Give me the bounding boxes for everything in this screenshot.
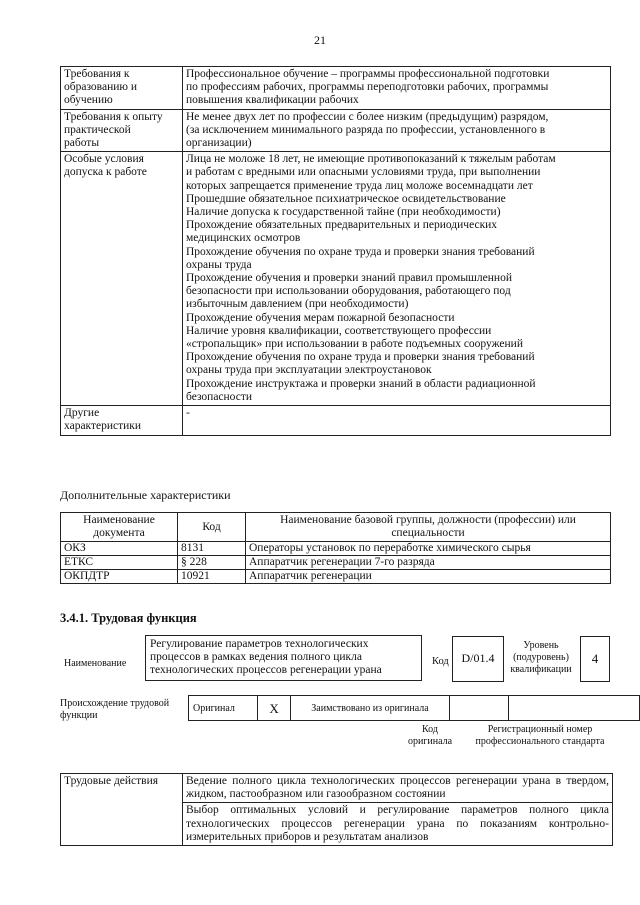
requirement-value-line: Прохождение обязательных предварительных и периодических bbox=[186, 219, 498, 232]
requirement-value bbox=[183, 67, 611, 110]
requirement-value-line: организации) bbox=[186, 137, 252, 150]
requirement-value-line: по профессиям рабочих, программы переподготовки рабочих, программы bbox=[186, 81, 549, 94]
cell-code: § 228 bbox=[178, 556, 246, 570]
requirement-value-line: (за исключением минимального разряда по профессии, установленного в bbox=[186, 123, 546, 136]
requirement-value-line: охраны труда bbox=[186, 258, 252, 271]
labour-function-heading: 3.4.1. Трудовая функция bbox=[60, 611, 197, 625]
requirement-key bbox=[61, 109, 183, 152]
requirement-value-line: охраны труда при эксплуатации электроустановок bbox=[186, 364, 432, 377]
original-code-cell bbox=[449, 696, 508, 721]
requirement-value-line: Не менее двух лет по профессии с более низким (предыдущим) разрядом, bbox=[186, 110, 549, 123]
labour-action-item: Ведение полного цикла технологических процессов регенерации урана в твердом, жидком, пастообразном или газообразном состоянии bbox=[183, 774, 613, 803]
requirement-value-line: безопасности bbox=[186, 390, 253, 403]
table-row bbox=[61, 774, 613, 803]
requirement-value-line: Прохождение инструктажа и проверки знаний в области радиационной bbox=[186, 377, 536, 390]
requirement-value-line: повышения квалификации рабочих bbox=[186, 94, 359, 107]
table-row bbox=[61, 406, 611, 436]
cell-code: 10921 bbox=[178, 570, 246, 584]
requirement-key-line: работы bbox=[64, 137, 100, 150]
requirement-key-line: Требования к bbox=[64, 68, 130, 80]
header-document-name: Наименование документа bbox=[61, 513, 178, 542]
requirement-key-line: Другие bbox=[64, 407, 100, 420]
labour-actions-key: Трудовые действия bbox=[61, 774, 183, 846]
requirement-value-line: Наличие уровня квалификации, соответствующего профессии bbox=[186, 324, 492, 337]
labour-function-name: Регулирование параметров технологических процессов в рамках ведения полного цикла технологических процессов регенерации урана bbox=[145, 635, 422, 681]
qualification-level-label: Уровень (подуровень) квалификации bbox=[510, 640, 572, 675]
requirement-value-line: избыточным давлением (при необходимости) bbox=[186, 298, 409, 311]
origin-label: Происхождение трудовой функции bbox=[60, 698, 170, 721]
requirement-key-line: обучению bbox=[64, 94, 113, 107]
code-label: Код bbox=[432, 656, 449, 667]
requirement-key-line: допуска к работе bbox=[64, 166, 147, 179]
cell-document-name: ЕТКС bbox=[61, 556, 178, 570]
requirement-value-line: которых запрещается применение труда лиц моложе восемнадцати лет bbox=[186, 179, 533, 192]
requirement-value-line: безопасности при использовании оборудования, работающего под bbox=[186, 285, 511, 298]
table-row bbox=[61, 109, 611, 152]
table-row bbox=[61, 570, 611, 584]
requirement-value-line: Прохождение обучения по охране труда и проверки знания требований bbox=[186, 351, 535, 364]
cell-group-name: Аппаратчик регенерации bbox=[246, 570, 611, 584]
requirements-table bbox=[60, 66, 611, 436]
requirement-value-line: Прохождение обучения по охране труда и проверки знания требований bbox=[186, 245, 535, 258]
header-code: Код bbox=[178, 513, 246, 542]
table-row bbox=[61, 152, 611, 406]
requirement-value-line: Прохождение обучения и проверки знаний правил промышленной bbox=[186, 272, 512, 285]
requirement-value bbox=[183, 406, 611, 436]
requirement-key bbox=[61, 406, 183, 436]
requirement-key-line: образованию и bbox=[64, 81, 137, 94]
requirement-key-line: характеристики bbox=[64, 420, 142, 433]
labour-action-item: Выбор оптимальных условий и регулирование параметров полного цикла технологических процессов регенерации урана по показаниям контрольно-измерительных приборов и результатам анализов bbox=[183, 803, 613, 846]
reg-number-caption: Регистрационный номер профессионального стандарта bbox=[475, 724, 605, 747]
requirement-value-line: - bbox=[186, 407, 190, 420]
additional-characteristics-heading: Дополнительные характеристики bbox=[60, 488, 231, 502]
reg-number-cell bbox=[509, 696, 640, 721]
original-code-caption: Код оригинала bbox=[407, 724, 453, 747]
labour-function-code: D/01.4 bbox=[452, 636, 504, 682]
name-label: Наименование bbox=[64, 658, 127, 669]
additional-characteristics-table bbox=[60, 512, 611, 584]
table-header-row bbox=[61, 513, 611, 542]
requirement-value bbox=[183, 109, 611, 152]
requirement-value-line: Профессиональное обучение – программы профессиональной подготовки bbox=[186, 68, 550, 80]
cell-code: 8131 bbox=[178, 542, 246, 556]
requirement-value-line: Лица не моложе 18 лет, не имеющие противопоказаний к тяжелым работам bbox=[186, 153, 556, 166]
table-row bbox=[61, 542, 611, 556]
requirement-value-line: и работам с вредными или опасными условиями труда, при выполнении bbox=[186, 166, 541, 179]
requirement-key-line: Требования к опыту bbox=[64, 110, 163, 123]
cell-document-name: ОКЗ bbox=[61, 542, 178, 556]
requirement-value-line: Прохождение обучения мерам пожарной безопасности bbox=[186, 311, 455, 324]
requirement-key bbox=[61, 67, 183, 110]
requirement-key-line: практической bbox=[64, 123, 131, 136]
requirement-value-line: «стропальщик» при использовании в работе подъемных сооружений bbox=[186, 338, 523, 351]
qualification-level-value: 4 bbox=[580, 636, 610, 682]
cell-document-name: ОКПДТР bbox=[61, 570, 178, 584]
cell-group-name: Аппаратчик регенерации 7-го разряда bbox=[246, 556, 611, 570]
requirement-value bbox=[183, 152, 611, 406]
table-row bbox=[61, 556, 611, 570]
page-number: 21 bbox=[314, 33, 326, 47]
borrowed-label: Заимствовано из оригинала bbox=[291, 696, 450, 721]
origin-table bbox=[188, 695, 640, 721]
cell-group-name: Операторы установок по переработке химического сырья bbox=[246, 542, 611, 556]
requirement-key-line: Особые условия bbox=[64, 153, 144, 166]
requirement-value-line: медицинских осмотров bbox=[186, 232, 301, 245]
requirement-value-line: Наличие допуска к государственной тайне (при необходимости) bbox=[186, 206, 501, 219]
original-mark: X bbox=[257, 696, 290, 721]
table-row bbox=[61, 67, 611, 110]
header-group-name: Наименование базовой группы, должности (профессии) или специальности bbox=[246, 513, 611, 542]
requirement-key bbox=[61, 152, 183, 406]
labour-actions-table bbox=[60, 773, 613, 846]
original-label: Оригинал bbox=[189, 696, 258, 721]
requirement-value-line: Прошедшие обязательное психиатрическое освидетельствование bbox=[186, 192, 506, 205]
